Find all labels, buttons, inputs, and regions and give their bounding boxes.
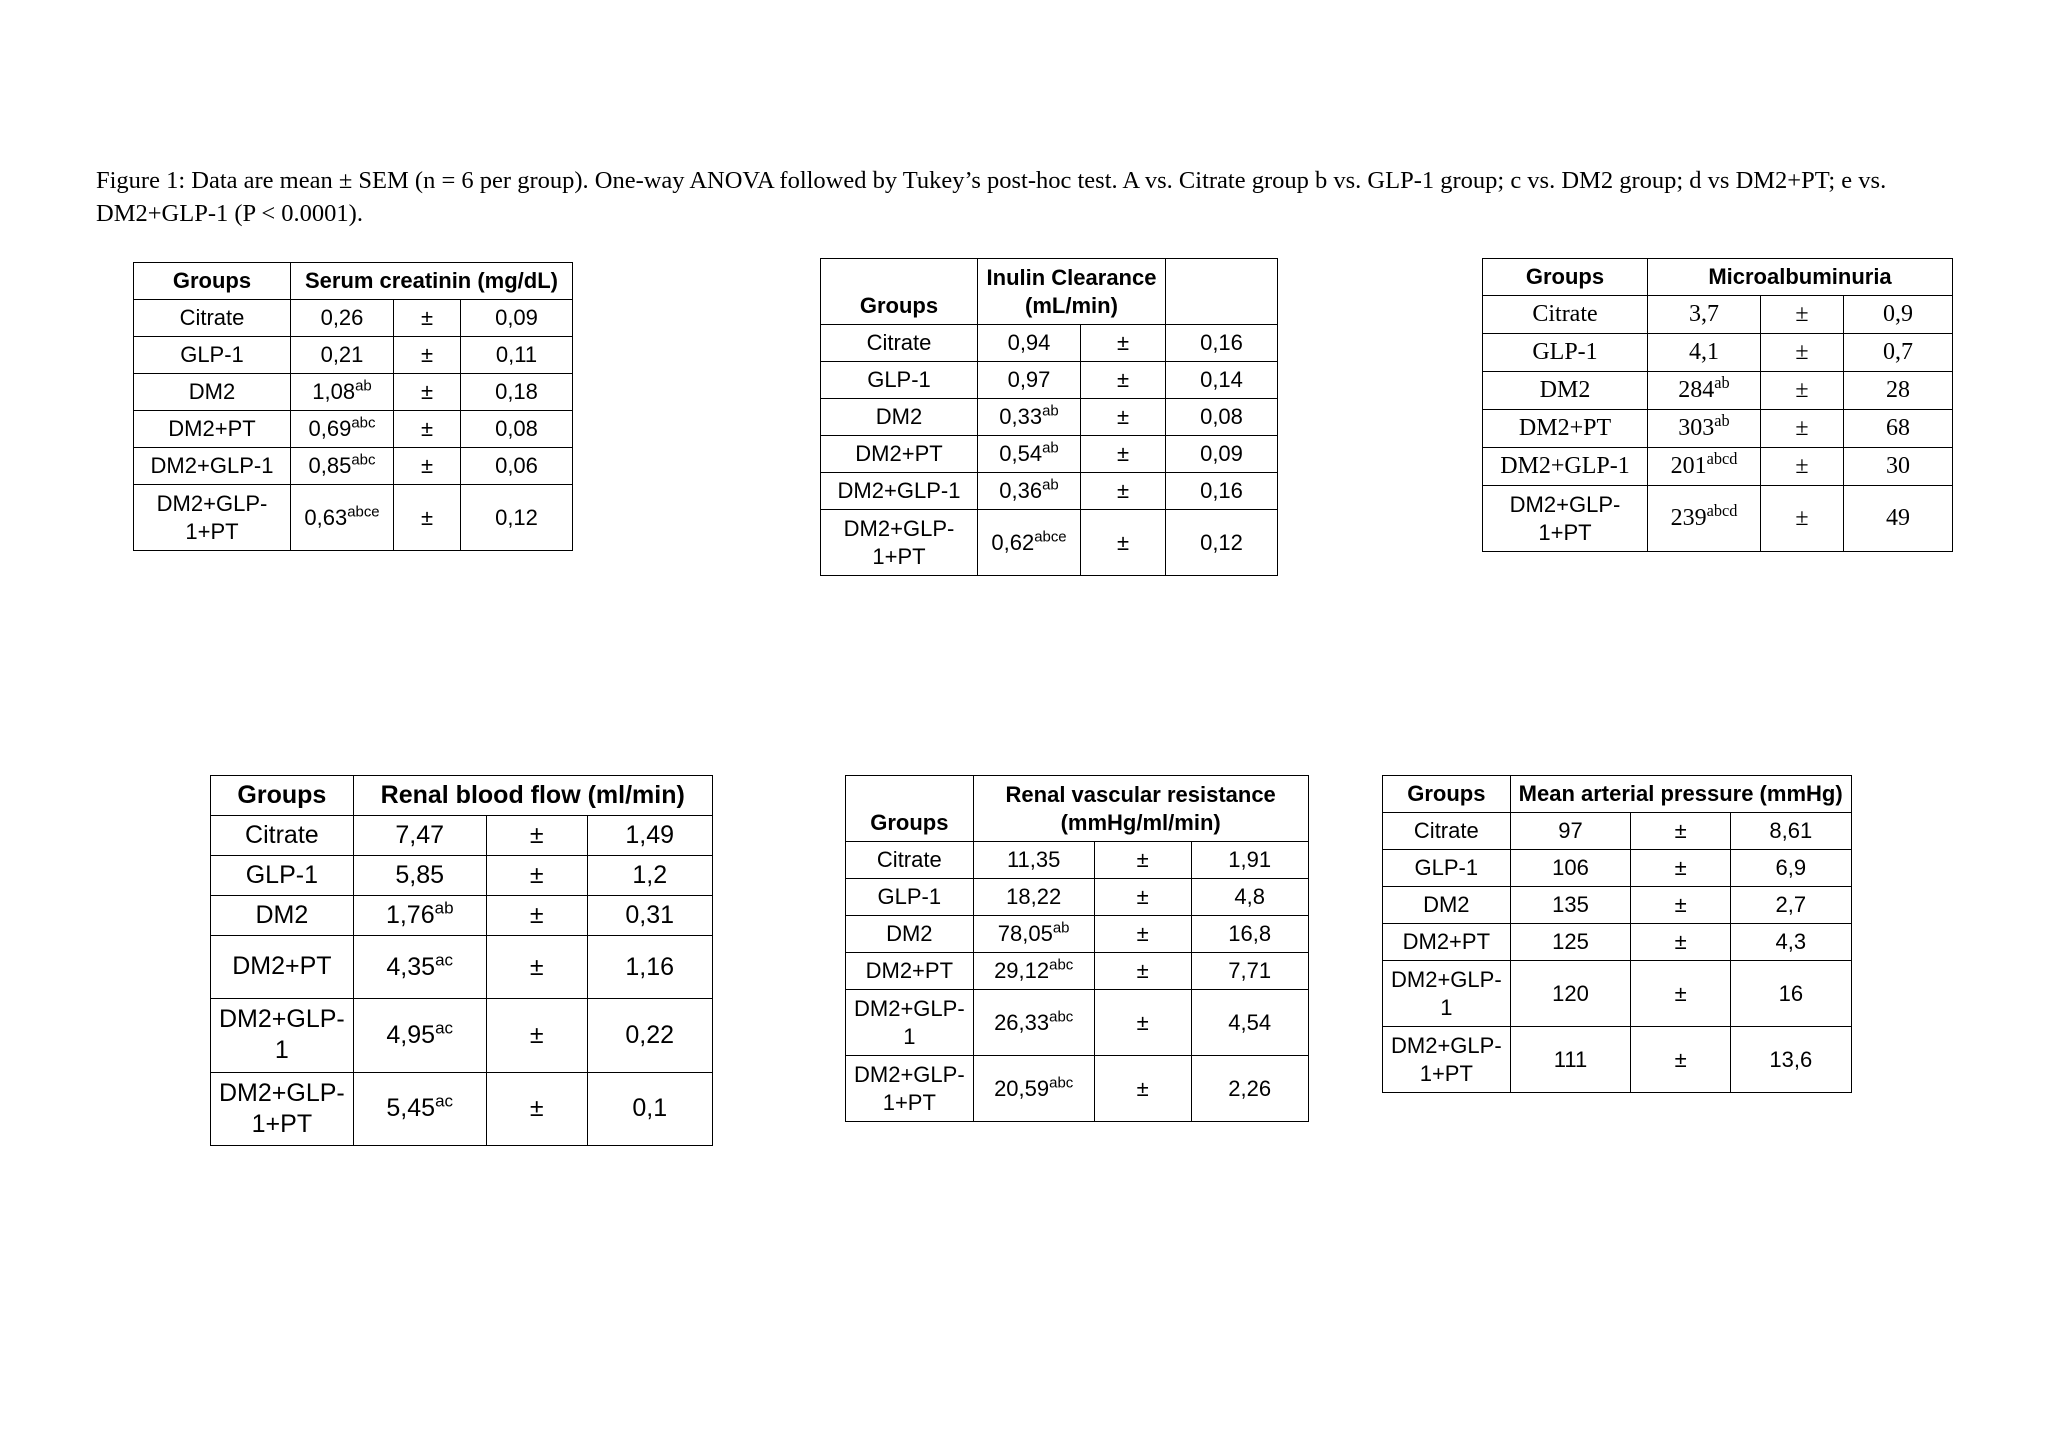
cell-mean: 78,05$^{ab}$ <box>973 916 1094 953</box>
cell-sem: 30 <box>1844 448 1953 486</box>
cell-sem: 0,16 <box>1166 473 1278 510</box>
cell-group: DM2+GLP-1+PT <box>134 485 291 551</box>
significance-marker: abce <box>347 503 380 521</box>
cell-plusminus: ± <box>1761 410 1844 448</box>
cell-sem: 1,49 <box>587 816 712 856</box>
cell-sem: 0,08 <box>1166 399 1278 436</box>
cell-plusminus: ± <box>1081 325 1166 362</box>
table-row <box>1383 924 1852 961</box>
cell-group: DM2+GLP-1 <box>1483 448 1648 486</box>
cell-sem: 16,8 <box>1191 916 1308 953</box>
cell-group: GLP-1 <box>821 362 978 399</box>
cell-sem: 0,08 <box>461 411 573 448</box>
cell-group: DM2+GLP-1+PT <box>1383 1027 1511 1093</box>
cell-mean: 5,45$^{ac}$ <box>353 1072 486 1146</box>
cell-sem: 0,31 <box>587 896 712 936</box>
cell-plusminus: ± <box>394 485 461 551</box>
cell-plusminus: ± <box>486 936 587 999</box>
cell-sem: 6,9 <box>1730 850 1851 887</box>
cell-group: DM2+PT <box>1483 410 1648 448</box>
significance-marker: ab <box>1042 439 1059 457</box>
cell-sem: 1,2 <box>587 856 712 896</box>
cell-group: DM2+GLP-1 <box>211 999 354 1073</box>
cell-sem: 1,91 <box>1191 842 1308 879</box>
cell-group: DM2 <box>134 374 291 411</box>
table-row <box>1383 887 1852 924</box>
column-header-metric: Renal vascular resistance (mmHg/ml/min) <box>973 776 1308 842</box>
cell-group: DM2 <box>1383 887 1511 924</box>
cell-group: Citrate <box>1483 296 1648 334</box>
table-row <box>846 842 1309 879</box>
column-header-groups: Groups <box>1383 776 1511 813</box>
cell-group: DM2+GLP-1 <box>821 473 978 510</box>
cell-mean: 18,22 <box>973 879 1094 916</box>
cell-sem: 0,12 <box>1166 510 1278 576</box>
cell-plusminus: ± <box>1631 850 1731 887</box>
table-row <box>1483 296 1953 334</box>
cell-plusminus: ± <box>1081 399 1166 436</box>
cell-plusminus: ± <box>1761 486 1844 552</box>
column-header-metric: Serum creatinin (mg/dL) <box>291 263 573 300</box>
table-row <box>134 448 573 485</box>
column-header-metric: Inulin Clearance (mL/min) <box>978 259 1166 325</box>
cell-mean: 4,1 <box>1648 334 1761 372</box>
cell-plusminus: ± <box>1761 334 1844 372</box>
cell-plusminus: ± <box>1094 879 1191 916</box>
cell-mean: 135 <box>1510 887 1631 924</box>
cell-group: DM2+PT <box>821 436 978 473</box>
cell-group: DM2+GLP-1 <box>846 990 974 1056</box>
significance-marker: ab <box>1042 476 1059 494</box>
cell-sem: 2,26 <box>1191 1056 1308 1122</box>
cell-mean: 0,69$^{abc}$ <box>291 411 394 448</box>
cell-mean: 11,35 <box>973 842 1094 879</box>
table-serum-creatinine <box>133 262 573 551</box>
column-header-groups: Groups <box>211 776 354 816</box>
cell-sem: 0,09 <box>461 300 573 337</box>
cell-mean: 4,95$^{ac}$ <box>353 999 486 1073</box>
cell-plusminus: ± <box>1094 990 1191 1056</box>
significance-marker: abcd <box>1706 449 1738 468</box>
cell-group: DM2 <box>846 916 974 953</box>
cell-sem: 4,8 <box>1191 879 1308 916</box>
cell-sem: 68 <box>1844 410 1953 448</box>
cell-group: Citrate <box>211 816 354 856</box>
cell-sem: 4,3 <box>1730 924 1851 961</box>
cell-sem: 0,22 <box>587 999 712 1073</box>
table-row <box>211 936 713 999</box>
cell-plusminus: ± <box>394 411 461 448</box>
table-row <box>846 990 1309 1056</box>
cell-sem: 28 <box>1844 372 1953 410</box>
cell-group: DM2+PT <box>134 411 291 448</box>
table-row <box>134 485 573 551</box>
column-header-metric: Microalbuminuria <box>1648 259 1953 296</box>
table-row <box>1483 334 1953 372</box>
column-header-metric: Renal blood flow (ml/min) <box>353 776 712 816</box>
cell-group: DM2+PT <box>1383 924 1511 961</box>
significance-marker: abc <box>351 414 376 432</box>
table-row <box>211 816 713 856</box>
cell-group: DM2+GLP-1 <box>1383 961 1511 1027</box>
significance-marker: abcd <box>1706 501 1738 520</box>
cell-plusminus: ± <box>1631 924 1731 961</box>
cell-sem: 0,1 <box>587 1072 712 1146</box>
cell-sem: 0,9 <box>1844 296 1953 334</box>
table-row <box>211 1072 713 1146</box>
cell-plusminus: ± <box>1761 448 1844 486</box>
cell-sem: 0,06 <box>461 448 573 485</box>
cell-group: GLP-1 <box>1483 334 1648 372</box>
table-header-row <box>1383 776 1852 813</box>
cell-mean: 0,54$^{ab}$ <box>978 436 1081 473</box>
table-inulin-clearance <box>820 258 1278 576</box>
cell-plusminus: ± <box>1631 961 1731 1027</box>
table-header-row <box>134 263 573 300</box>
cell-sem: 0,16 <box>1166 325 1278 362</box>
table-row <box>846 1056 1309 1122</box>
cell-mean: 1,08$^{ab}$ <box>291 374 394 411</box>
table-row <box>846 916 1309 953</box>
table-row <box>1483 372 1953 410</box>
column-header-groups: Groups <box>134 263 291 300</box>
cell-group: DM2+PT <box>211 936 354 999</box>
table-row <box>1383 961 1852 1027</box>
cell-plusminus: ± <box>1081 436 1166 473</box>
cell-mean: 4,35$^{ac}$ <box>353 936 486 999</box>
table-row <box>821 436 1278 473</box>
cell-group: DM2+GLP-1+PT <box>821 510 978 576</box>
table-row <box>821 325 1278 362</box>
table-header-row <box>846 776 1309 842</box>
cell-mean: $0,63^{abce}$ <box>291 485 394 551</box>
cell-plusminus: ± <box>486 816 587 856</box>
table-row <box>821 362 1278 399</box>
cell-sem: 13,6 <box>1730 1027 1851 1093</box>
cell-plusminus: ± <box>1631 813 1731 850</box>
cell-mean: 97 <box>1510 813 1631 850</box>
table-header-row <box>821 259 1278 325</box>
cell-plusminus: ± <box>1761 372 1844 410</box>
cell-sem: 4,54 <box>1191 990 1308 1056</box>
significance-marker: abc <box>1049 956 1074 974</box>
significance-marker: abc <box>1049 1008 1074 1026</box>
column-header-groups: Groups <box>1483 259 1648 296</box>
cell-plusminus: ± <box>394 300 461 337</box>
cell-mean: $303^{ab}$ <box>1648 410 1761 448</box>
cell-plusminus: ± <box>486 896 587 936</box>
cell-mean: $0,62^{abce}$ <box>978 510 1081 576</box>
cell-group: Citrate <box>821 325 978 362</box>
cell-plusminus: ± <box>1094 842 1191 879</box>
significance-marker: ab <box>1714 373 1730 392</box>
cell-plusminus: ± <box>486 1072 587 1146</box>
cell-mean: 3,7 <box>1648 296 1761 334</box>
cell-sem: 0,11 <box>461 337 573 374</box>
table-row <box>821 399 1278 436</box>
significance-marker: ab <box>355 377 372 395</box>
significance-marker: ac <box>435 1018 454 1038</box>
cell-sem: 0,09 <box>1166 436 1278 473</box>
cell-plusminus: ± <box>1081 362 1166 399</box>
table-row <box>1483 486 1953 552</box>
cell-plusminus: ± <box>1094 916 1191 953</box>
table-row <box>1483 448 1953 486</box>
table-microalbuminuria <box>1482 258 1953 552</box>
cell-plusminus: ± <box>394 337 461 374</box>
cell-mean: 0,85$^{abc}$ <box>291 448 394 485</box>
table-row <box>1383 1027 1852 1093</box>
significance-marker: ac <box>435 950 454 970</box>
cell-group: GLP-1 <box>134 337 291 374</box>
cell-group: Citrate <box>1383 813 1511 850</box>
cell-plusminus: ± <box>1631 887 1731 924</box>
significance-marker: abc <box>1049 1074 1074 1092</box>
cell-mean: 0,33$^{ab}$ <box>978 399 1081 436</box>
significance-marker: abc <box>351 451 376 469</box>
cell-mean: $239^{abcd}$ <box>1648 486 1761 552</box>
table-row <box>846 879 1309 916</box>
cell-sem: 49 <box>1844 486 1953 552</box>
cell-group: Citrate <box>134 300 291 337</box>
table-mean-arterial-pressure <box>1382 775 1852 1093</box>
cell-mean: 0,97 <box>978 362 1081 399</box>
cell-group: DM2+GLP-1+PT <box>211 1072 354 1146</box>
cell-plusminus: ± <box>1631 1027 1731 1093</box>
cell-mean: 0,36$^{ab}$ <box>978 473 1081 510</box>
table-row <box>846 953 1309 990</box>
cell-group: DM2+PT <box>846 953 974 990</box>
column-header-blank <box>1166 259 1278 325</box>
cell-mean: 120 <box>1510 961 1631 1027</box>
table-row <box>211 896 713 936</box>
cell-mean: $284^{ab}$ <box>1648 372 1761 410</box>
table-row <box>1383 813 1852 850</box>
table-header-row <box>1483 259 1953 296</box>
cell-mean: 5,85 <box>353 856 486 896</box>
cell-group: DM2+GLP-1+PT <box>1483 486 1648 552</box>
table-row <box>1483 410 1953 448</box>
significance-marker: abce <box>1034 528 1067 546</box>
cell-sem: 1,16 <box>587 936 712 999</box>
cell-plusminus: ± <box>1094 953 1191 990</box>
cell-group: DM2 <box>211 896 354 936</box>
table-row <box>211 856 713 896</box>
cell-mean: 106 <box>1510 850 1631 887</box>
table-row <box>1383 850 1852 887</box>
cell-sem: 2,7 <box>1730 887 1851 924</box>
cell-mean: 0,21 <box>291 337 394 374</box>
cell-group: DM2 <box>821 399 978 436</box>
cell-sem: 0,12 <box>461 485 573 551</box>
cell-plusminus: ± <box>1094 1056 1191 1122</box>
cell-group: GLP-1 <box>846 879 974 916</box>
cell-mean: $201^{abcd}$ <box>1648 448 1761 486</box>
cell-sem: 0,14 <box>1166 362 1278 399</box>
cell-plusminus: ± <box>486 999 587 1073</box>
table-header-row <box>211 776 713 816</box>
table-row <box>134 411 573 448</box>
cell-mean: 7,47 <box>353 816 486 856</box>
cell-plusminus: ± <box>486 856 587 896</box>
cell-group: DM2 <box>1483 372 1648 410</box>
cell-group: DM2+GLP-1+PT <box>846 1056 974 1122</box>
significance-marker: ab <box>1052 919 1070 937</box>
significance-marker: ac <box>435 1091 454 1111</box>
column-header-groups: Groups <box>846 776 974 842</box>
table-row <box>134 374 573 411</box>
table-row <box>821 510 1278 576</box>
cell-plusminus: ± <box>1081 473 1166 510</box>
column-header-groups: Groups <box>821 259 978 325</box>
table-row <box>211 999 713 1073</box>
table-row <box>821 473 1278 510</box>
cell-mean: 111 <box>1510 1027 1631 1093</box>
cell-mean: 1,76$^{ab}$ <box>353 896 486 936</box>
cell-group: Citrate <box>846 842 974 879</box>
cell-group: GLP-1 <box>1383 850 1511 887</box>
column-header-metric: Mean arterial pressure (mmHg) <box>1510 776 1851 813</box>
table-renal-vascular-resistance <box>845 775 1309 1122</box>
cell-sem: 16 <box>1730 961 1851 1027</box>
table-row <box>134 337 573 374</box>
cell-mean: 29,12$^{abc}$ <box>973 953 1094 990</box>
figure-caption: Figure 1: Data are mean ± SEM (n = 6 per group). One-way ANOVA followed by Tukey’s post-hoc test. A vs. Citrate group b vs. GLP-1 group; c vs. DM2 group; d vs DM2+PT; e vs. DM2+GLP-1 (P < 0.0001). <box>96 167 1887 227</box>
cell-plusminus: ± <box>394 374 461 411</box>
cell-group: GLP-1 <box>211 856 354 896</box>
cell-mean: 0,94 <box>978 325 1081 362</box>
table-row <box>134 300 573 337</box>
cell-plusminus: ± <box>394 448 461 485</box>
cell-sem: 8,61 <box>1730 813 1851 850</box>
cell-group: DM2+GLP-1 <box>134 448 291 485</box>
cell-mean: 26,33$^{abc}$ <box>973 990 1094 1056</box>
table-renal-blood-flow <box>210 775 713 1146</box>
cell-sem: 0,7 <box>1844 334 1953 372</box>
cell-mean: 20,59$^{abc}$ <box>973 1056 1094 1122</box>
cell-plusminus: ± <box>1761 296 1844 334</box>
significance-marker: ab <box>434 898 454 918</box>
cell-sem: 0,18 <box>461 374 573 411</box>
cell-mean: 0,26 <box>291 300 394 337</box>
significance-marker: ab <box>1714 411 1730 430</box>
cell-sem: 7,71 <box>1191 953 1308 990</box>
cell-mean: 125 <box>1510 924 1631 961</box>
significance-marker: ab <box>1042 402 1059 420</box>
cell-plusminus: ± <box>1081 510 1166 576</box>
